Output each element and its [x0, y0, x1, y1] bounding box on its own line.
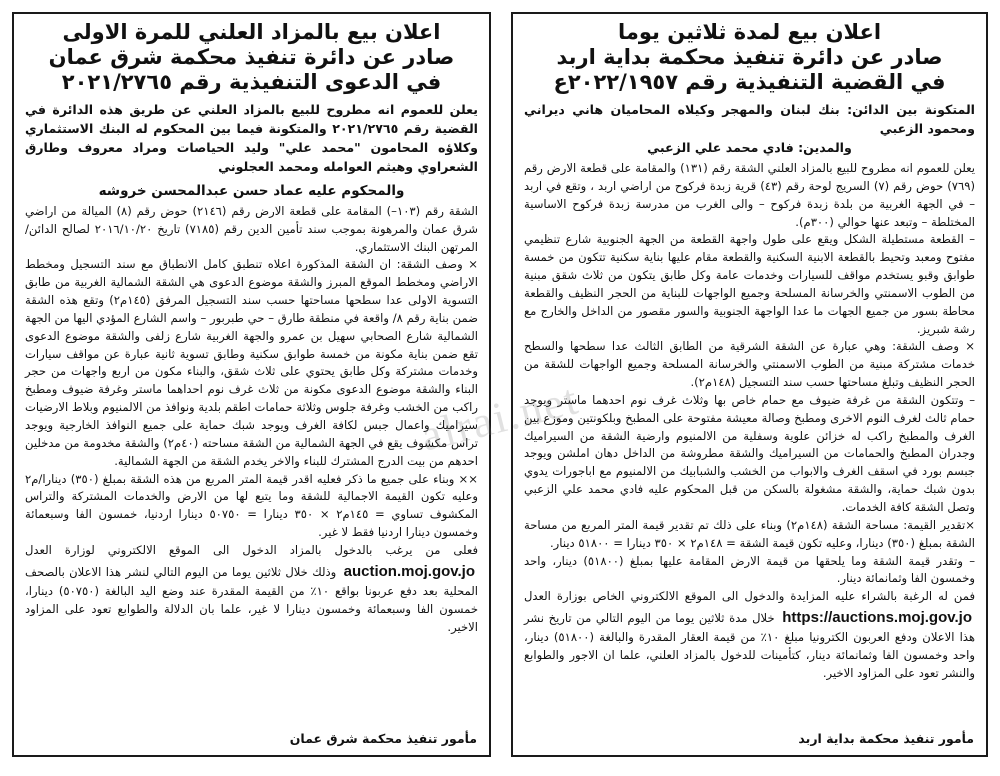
creditor-line: المتكونة بين الدائن: بنك لبنان والمهجر وكيلاه المحاميان هاني ديراني ومحمود الزعبي — [524, 102, 975, 137]
auction-url: https://auctions.moj.gov.jo — [782, 609, 972, 627]
signature: مأمور تنفيذ محكمة بداية اربد — [798, 731, 974, 746]
paragraph: – القطعة مستطيلة الشكل ويقع على طول واجهة القطعة من الجهة الجنوبية شارع تنظيمي مفتوح ومعبد وتحيط بالقطعة الابنية السكنية والقطعة مقام عليها بناية سكنية تتكون من خمسة طوابق وقبو يستخدم مواقف للسيارات وخدمات عامة وكل طابق يتكون من ثلاث شقق مبنية من الطوب الاسمنتي والخرسانة المسلحة وجميع الواجهات للبناية من الحجر النظيف والقطعة محاطة بسور من جميع الجهات ما عدا الواجهة الجنوبية والسور مقصور من الداخل والخارج مع رشة شبريز. — [524, 232, 975, 336]
notice-irbid-title — [524, 20, 975, 94]
intro-block: يعلن للعموم انه مطروح للبيع بالمزاد العلني عن طريق هذه الدائرة في القضية رقم ٢٠٢١/٢٧٦٥ والمتكونة فيما بين المحكوم له البنك الاستثماري وكلاؤه المحامون "محمد علي" وليد الحياصات ومراد معروف وطارق الشعراوي وهيثم العوامله ومحمد العجلوني — [25, 102, 478, 174]
auction-url: auction.moj.gov.jo — [343, 562, 475, 580]
paragraph: × وصف الشقة: ان الشقة المذكورة اعلاه تنطبق كامل الانطباق مع سند التسجيل ومخطط الاراضي ومخطط الموقع المبرز والشقة موضوع الدعوى هي الشقة الشمالية الغربية من طابق التسوية الاولى عدا سطحها مساحتها حسب سند التسجيل المرفق (١٤٥م٢) وتقع هذه الشقة ضمن بناية رقم ٨/ واقعة في منطقة طارق – حي طبربور – واسم الشارع المؤدي اليها من الجهة الشمالية شارع الصحابي سهيل بن عمرو والجهة الغربية شارع زلفى والشقة موضوع الدعوى تقع ضمن بناية مكونة من خمسة طوابق سكنية وطابق تسوية ثانية عبارة عن مواقف سيارات وخدمات مشتركة وكل طابق يحتوي على ثلاث شقق، والبناء مكون من اربع واجهات من حجر البناء والشقة موضوع الدعوى مكونة من ثلاث غرف نوم احداهما ماستر وغرفة ضيوف ومطبخ راكب من الخشب وغرفة جلوس وثلاثة حمامات اطقم بلدية ونوافذ من الالمنيوم وبلاط الارضيات سيراميك واعمال جبس لكافة الغرف ويوجد شبك حماية على جميع النوافذ الخارجية ويوجد تراس مكشوف يقع في الجهة الشمالية من الشقة مساحته (٤٠م٢) والشقة مخدومة من مدخلين احدهم من بيت الدرج المشترك للبناء والاخر يخدم الشقة من الجهة الشمالية. — [25, 257, 478, 468]
title-line: في القضية التنفيذية رقم ٢٠٢٢/١٩٥٧ع — [553, 69, 946, 94]
paragraph-text: فمن له الرغبة بالشراء عليه المزايدة والدخول الى الموقع الالكتروني الخاص بوزارة العدل — [524, 589, 975, 604]
paragraph: × وصف الشقة: وهي عبارة عن الشقة الشرقية من الطابق الثالث عدا سطحها والسطح خدمات مشتركة مبنية من الطوب الاسمنتي والخرسانة المسلحة وجميع الواجهات للشقة من الحجر النظيف وتبلغ مساحتها حسب سند التسجيل (١٤٨م٢). — [524, 339, 975, 390]
notice-irbid — [511, 12, 988, 757]
title-line: صادر عن دائرة تنفيذ محكمة شرق عمان — [48, 44, 455, 69]
paragraph: ×× وبناء على جميع ما ذكر فعليه اقدر قيمة المتر المربع من هذه الشقة بمبلغ (٣٥٠) دينارا/م٢ وعليه تكون القيمة الاجمالية للشقة وما يتبع لها من الارض والخدمات المشتركة والتراس المكشوف تساوي = ١٤٥م٢ × ٣٥٠ دينارا = ٥٠٧٥٠ دينارا اردنيا، خمسون الفا وسبعمائة وخمسون دينارا اردنيا فقط لا غير. — [25, 471, 478, 540]
signature: مأمور تنفيذ محكمة شرق عمان — [289, 731, 477, 746]
paragraph-text: خلال مدة ثلاثين يوما من اليوم التالي من تاريخ نشر هذا الاعلان ودفع العربون الكترونيا مبلغ ١٠٪ من قيمة العقار المقدرة والبالغة (٥١٨٠٠) دينار، واحد وخمسون الفا وثمانمائة دينار، كتأمينات للدخول بالمزاد العلني، علما ان الاجور والطوابع والنشر تعود على المزاود الاخير. — [524, 611, 975, 680]
debtor-line: والمدين: فادي محمد علي الزعبي — [647, 140, 852, 156]
title-line: صادر عن دائرة تنفيذ محكمة بداية اربد — [556, 44, 943, 69]
paragraph: يعلن للعموم انه مطروح للبيع بالمزاد العلني الشقة رقم (١٣١) والمقامة على قطعة الارض رقم (٧٦٩) حوض رقم (٧) السريج لوحة رقم (٤٣) قرية زبدة فركوح من اراضي اربد ، وتقع في اربد – في الجهة الغربية من بلدة زبدة فركوح – والى الغرب من مدرسة زبدة فركوح الاساسية المختلطة – وتبعد عنها حوالي (٣٠٠م). — [524, 160, 975, 229]
paragraph — [25, 542, 478, 636]
parties-block — [524, 101, 975, 158]
notice-east-amman — [12, 12, 491, 757]
paragraph: ×تقدير القيمة: مساحة الشقة (١٤٨م٢) وبناء على ذلك تم تقدير قيمة المتر المربع من مساحة الشقة بمبلغ (٣٥٠) دينارا، وعليه تكون قيمة الشقة = ١٤٨م٢ × ٣٥٠ دينارا = ٥١٨٠٠ دينار. — [524, 517, 975, 550]
notice-east-amman-title — [25, 20, 478, 94]
paragraph-text: وذلك خلال ثلاثين يوما من اليوم التالي لنشر هذا الاعلان بالصحف المحلية بعد دفع عربونا بواقع ١٠٪ من القيمة المقدرة عند وضع اليد البالغة (٥٠٧٥٠) دينارا، خمسون الفا وسبعمائة وخمسون دينارا لا غير، علما بان الدلالة والطوابع تعود على المزاود الاخير. — [25, 564, 478, 634]
title-line: اعلان بيع لمدة ثلاثين يوما — [617, 20, 882, 44]
paragraph-text: فعلى من يرغب بالدخول بالمزاد الدخول الى الموقع الالكتروني لوزارة العدل — [25, 542, 478, 557]
paragraph: – وتتكون الشقة من غرفة ضيوف مع حمام خاص بها وثلاث غرف نوم احدهما ماستر ويوجد حمام ثالث لغرف النوم الاخرى ومطبخ وصالة معيشة مفتوحة على المطبخ وبلكونتين وموزع بين الغرف والمطبخ راكب له خزائن علوية وسفلية من الالمنيوم وارضية الشقة من السيراميك وجدران المطبخ والحمامات من السيراميك والشقة مطروشة من الداخل دهان املشن ويوجد جبسم بورد في اسقف الغرف والابواب من الخشب والشبابيك من الالمنيوم مع اباجورات يدوي بدون شبك حماية، والشقة مشغولة بالسكن من قبل المحكوم عليه فادي محمد علي الزعبي وتصل الشقة كافة الخدمات. — [524, 392, 975, 514]
paragraph: – وتقدر قيمة الشقة وما يلحقها من قيمة الارض المقامة عليها بمبلغ (٥١٨٠٠) دينار، واحد وخمسون الفا وثمانمائة دينار. — [524, 553, 975, 586]
title-line: اعلان بيع بالمزاد العلني للمرة الاولى — [62, 20, 441, 44]
title-line: في الدعوى التنفيذية رقم ٢٠٢١/٢٧٦٥ — [61, 69, 442, 94]
paragraph — [524, 588, 975, 682]
paragraph: الشقة رقم (١٠٣–) المقامة على قطعة الارض رقم (٢١٤٦) حوض رقم (٨) الميالة من اراضي شرق عمان والمرهونة بموجب سند تأمين الدين رقم (٧١٨٥) تاريخ ٢٠١٦/١٠/٢٠ لصالح الدائن/المرتهن البنك الاستثماري. — [25, 203, 478, 254]
defendant-line: والمحكوم عليه عماد حسن عبدالمحسن خروشه — [98, 182, 405, 199]
watermark: alrai.net — [415, 374, 584, 461]
